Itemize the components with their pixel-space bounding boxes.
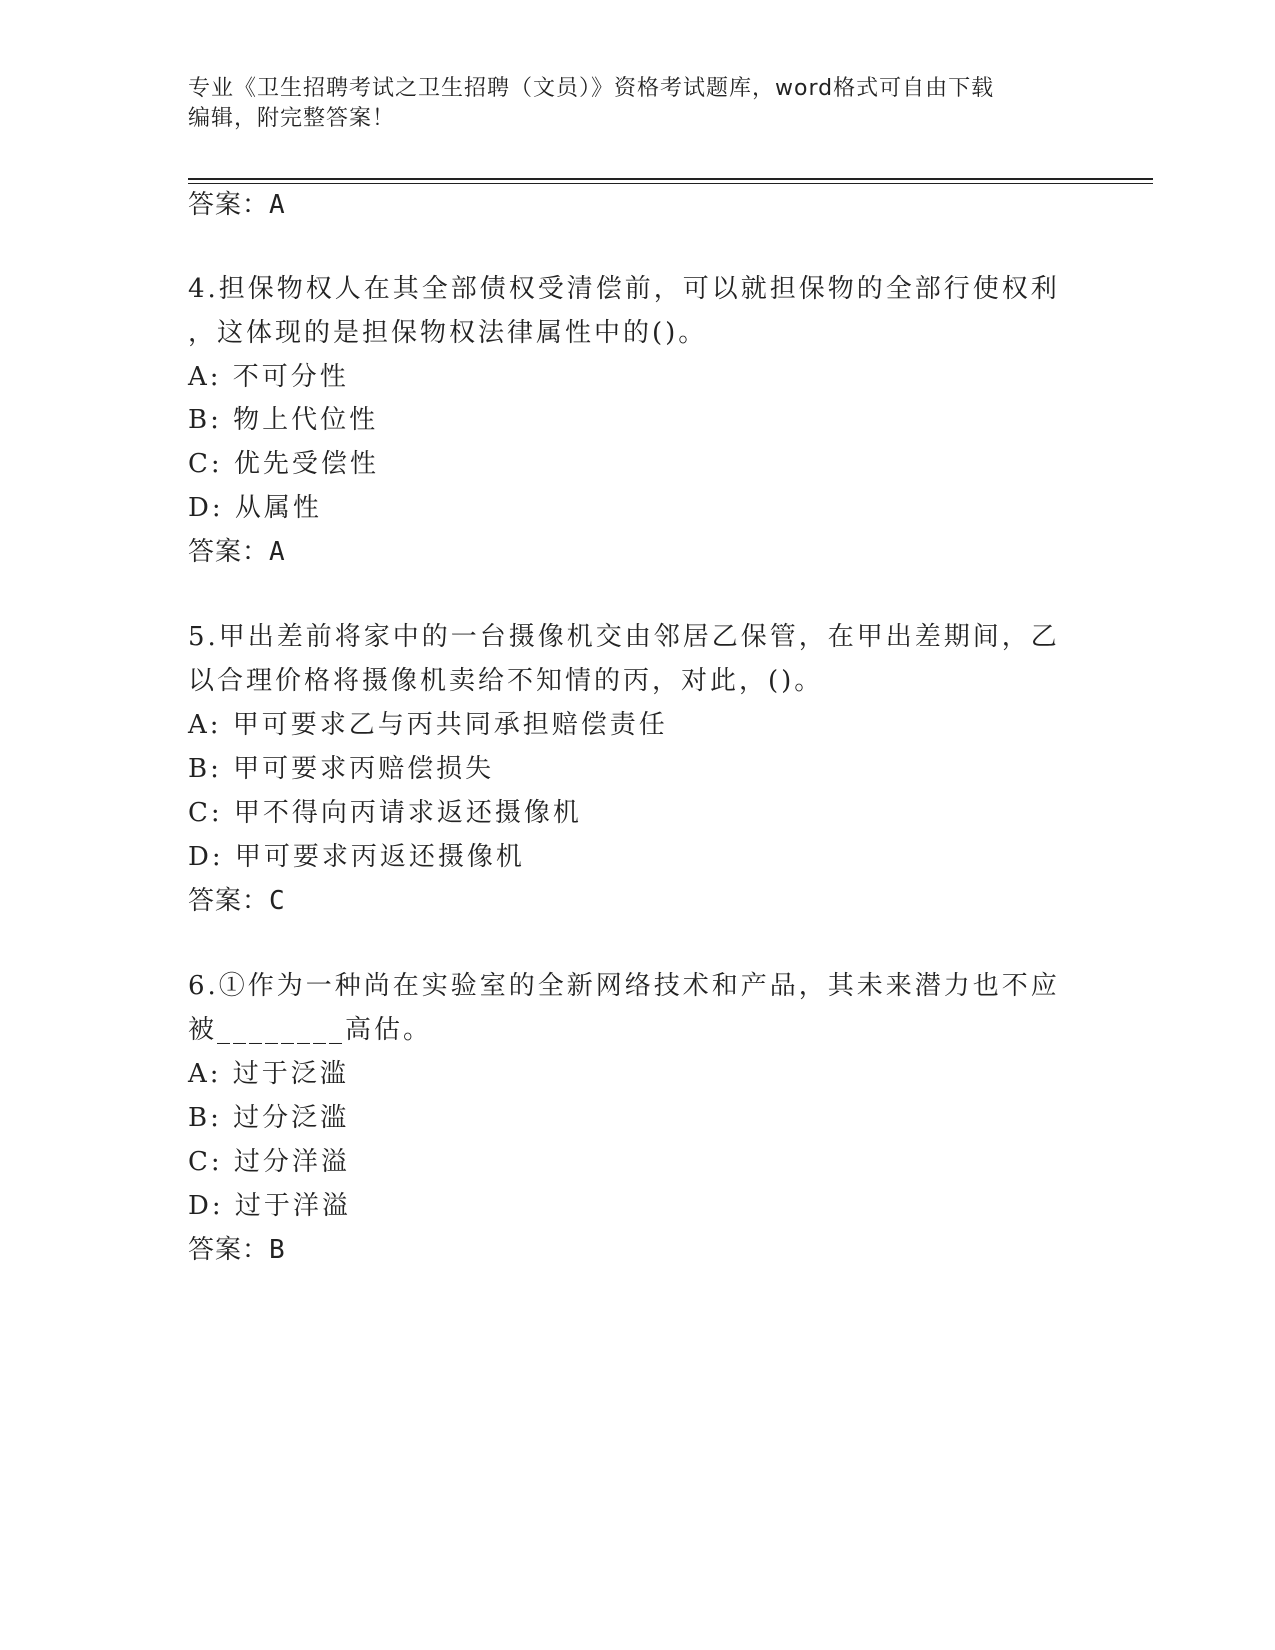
question-4-stem-line-1: 4.担保物权人在其全部债权受清偿前，可以就担保物的全部行使权利 (188, 274, 1060, 304)
answer-value: C (269, 886, 286, 916)
answer-line-q3 (188, 188, 286, 222)
answer-value: B (269, 1235, 286, 1265)
question-4-answer (188, 535, 286, 569)
question-5-option-a: A: 甲可要求乙与丙共同承担赔偿责任 (188, 710, 668, 740)
answer-label: 答案： (188, 886, 270, 916)
question-5-answer (188, 884, 286, 918)
question-5-stem-line-1: 5.甲出差前将家中的一台摄像机交由邻居乙保管，在甲出差期间，乙 (188, 622, 1060, 652)
question-4-option-a: A: 不可分性 (188, 362, 349, 392)
question-4-option-d: D: 从属性 (188, 493, 322, 523)
question-5-stem-line-2: 以合理价格将摄像机卖给不知情的丙，对此，()。 (188, 666, 824, 696)
answer-label: 答案： (188, 190, 270, 220)
answer-label: 答案： (188, 537, 270, 567)
question-6-stem-line-2: 被________高估。 (188, 1015, 433, 1045)
document-header (188, 74, 1088, 134)
answer-value: A (269, 190, 286, 220)
header-rule-thin (188, 183, 1153, 184)
question-6-option-a: A: 过于泛滥 (188, 1059, 349, 1089)
question-4-option-b: B: 物上代位性 (188, 405, 379, 435)
question-6-option-b: B: 过分泛滥 (188, 1103, 350, 1133)
answer-value: A (269, 537, 286, 567)
question-5-option-b: B: 甲可要求丙赔偿损失 (188, 754, 495, 784)
header-line-1: 专业《卫生招聘考试之卫生招聘（文员）》资格考试题库，word格式可自由下载 (188, 76, 995, 101)
question-6-option-c: C: 过分洋溢 (188, 1147, 350, 1177)
question-5-option-d: D: 甲可要求丙返还摄像机 (188, 842, 525, 872)
question-6-answer (188, 1233, 286, 1267)
question-5-option-c: C: 甲不得向丙请求返还摄像机 (188, 798, 582, 828)
header-rule-thick (188, 178, 1153, 180)
question-6-option-d: D: 过于洋溢 (188, 1191, 351, 1221)
answer-label: 答案： (188, 1235, 270, 1265)
question-4-option-c: C: 优先受偿性 (188, 449, 379, 479)
question-4-stem-line-2: ，这体现的是担保物权法律属性中的()。 (188, 318, 708, 348)
question-6-stem-line-1: 6.①作为一种尚在实验室的全新网络技术和产品，其未来潜力也不应 (188, 971, 1060, 1001)
header-line-2: 编辑，附完整答案！ (188, 106, 396, 131)
